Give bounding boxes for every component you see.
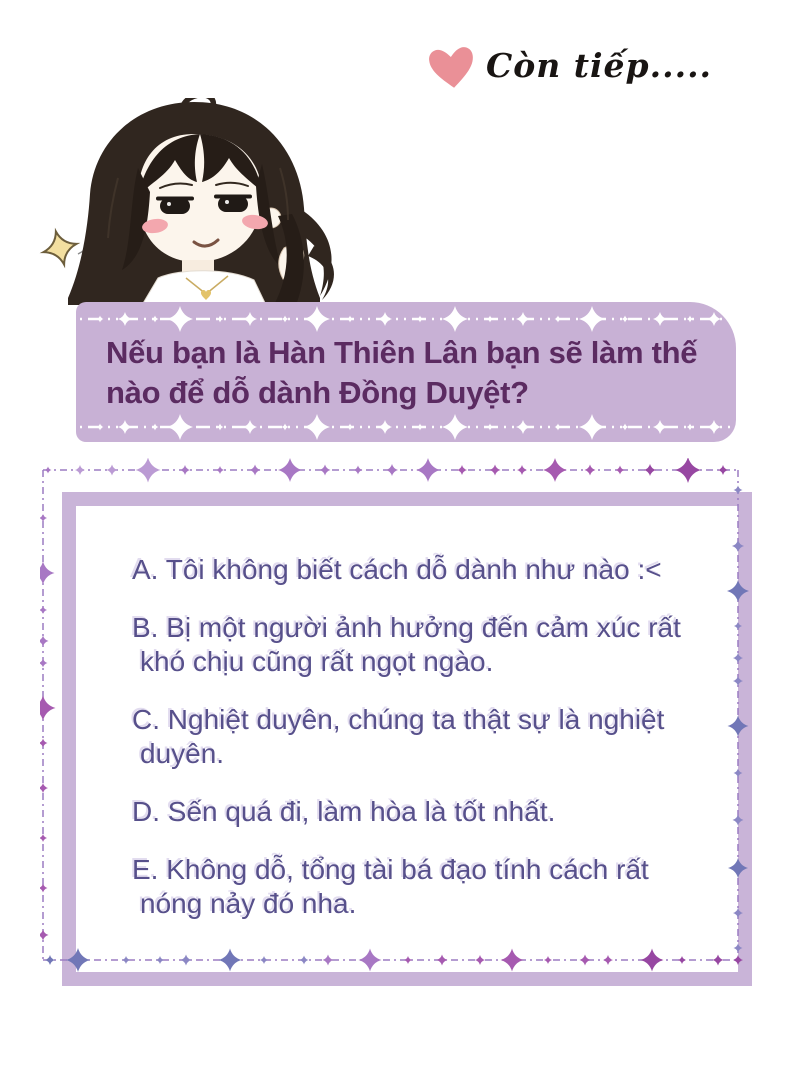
- option-b: [132, 611, 718, 679]
- options-box: [40, 458, 760, 1018]
- question-title: [106, 333, 716, 413]
- heart-icon: [426, 44, 478, 93]
- banner-sparkle-row-bottom: [80, 413, 732, 441]
- option-a-line1: A. Tôi không biết cách dỗ dành như nào :<: [132, 554, 662, 585]
- option-b-line2: khó chịu cũng rất ngọt ngào.: [140, 646, 494, 677]
- option-c: [132, 703, 718, 771]
- continued-label: Còn tiếp.....: [486, 46, 713, 85]
- banner-sparkle-row-top: [80, 305, 732, 333]
- option-c-line1: C. Nghiệt duyên, chúng ta thật sự là nghiệt: [132, 704, 665, 735]
- option-d: [132, 795, 718, 829]
- option-e: [132, 853, 718, 921]
- question-banner: [76, 302, 736, 442]
- option-d-line1: D. Sến quá đi, làm hòa là tốt nhất.: [132, 796, 556, 827]
- option-e-line1: E. Không dỗ, tổng tài bá đạo tính cách rất: [132, 854, 649, 885]
- character-illustration: [48, 98, 340, 305]
- option-c-line2: duyên.: [140, 738, 225, 769]
- question-line-1: Nếu bạn là Hàn Thiên Lân bạn sẽ làm thế: [106, 335, 698, 370]
- option-a: [132, 553, 718, 587]
- option-b-line1: B. Bị một người ảnh hưởng đến cảm xúc rất: [132, 612, 681, 643]
- header: [0, 0, 800, 110]
- option-e-line2: nóng nảy đó nha.: [140, 888, 357, 919]
- question-line-2: nào để dỗ dành Đồng Duyệt?: [106, 375, 529, 410]
- options-list: [132, 553, 718, 945]
